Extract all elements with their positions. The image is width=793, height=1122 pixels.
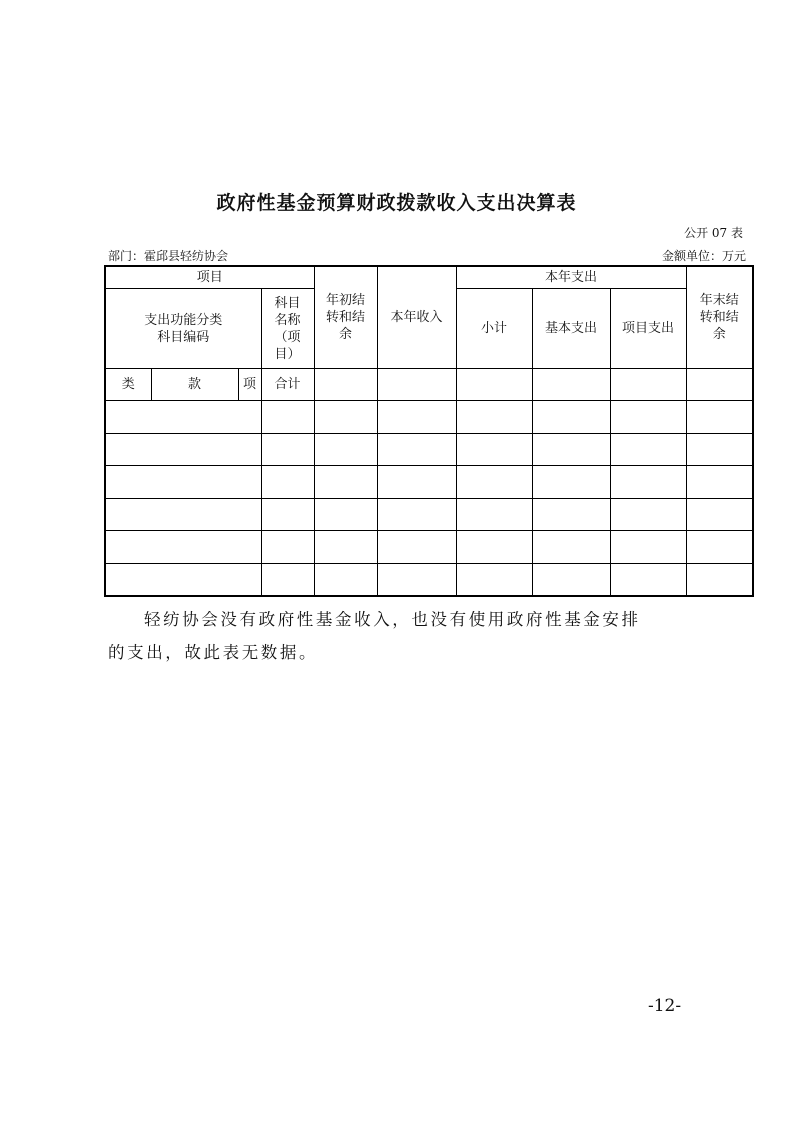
explanation-note xyxy=(108,603,708,669)
table-body xyxy=(105,401,753,597)
table-cell xyxy=(377,498,456,531)
table-row xyxy=(105,466,753,499)
note-line-2: 的支出，故此表无数据。 xyxy=(108,643,319,662)
table-cell xyxy=(532,369,610,401)
table-cell xyxy=(314,531,377,564)
note-line-1: 轻纺协会没有政府性基金收入，也没有使用政府性基金安排 xyxy=(144,610,641,629)
table-cell xyxy=(261,466,314,499)
table-cell xyxy=(105,401,261,434)
header-closing-balance: 年末结 转和结 余 xyxy=(686,266,753,369)
header-opening-balance: 年初结 转和结 余 xyxy=(314,266,377,369)
table-cell xyxy=(686,401,753,434)
header-income: 本年收入 xyxy=(377,266,456,369)
header-basic: 基本支出 xyxy=(532,289,610,369)
table-cell xyxy=(532,466,610,499)
table-cell xyxy=(610,563,686,596)
table-cell xyxy=(456,531,532,564)
header-project-exp: 项目支出 xyxy=(610,289,686,369)
table-cell xyxy=(105,466,261,499)
table-cell xyxy=(686,433,753,466)
table-cell xyxy=(686,563,753,596)
table-cell xyxy=(105,498,261,531)
table-cell xyxy=(377,531,456,564)
table-cell xyxy=(686,466,753,499)
header-expenditure: 本年支出 xyxy=(456,266,686,289)
table-row xyxy=(105,401,753,434)
table-cell xyxy=(261,401,314,434)
table-cell xyxy=(532,563,610,596)
table-cell xyxy=(105,531,261,564)
table-cell xyxy=(314,433,377,466)
table-cell xyxy=(314,563,377,596)
page-number: -12- xyxy=(648,996,682,1016)
table-cell xyxy=(610,498,686,531)
table-cell xyxy=(456,563,532,596)
budget-table xyxy=(104,265,754,597)
table-cell xyxy=(456,466,532,499)
table-row xyxy=(105,563,753,596)
table-cell xyxy=(610,401,686,434)
table-cell xyxy=(610,531,686,564)
table-cell xyxy=(456,369,532,401)
table-row xyxy=(105,531,753,564)
table-cell xyxy=(377,369,456,401)
header-total: 合计 xyxy=(261,369,314,401)
table-cell xyxy=(686,369,753,401)
table-cell xyxy=(314,401,377,434)
table-cell xyxy=(377,466,456,499)
table-cell xyxy=(377,401,456,434)
table-cell xyxy=(610,433,686,466)
table-cell xyxy=(314,369,377,401)
header-subject-name: 科目 名称 （项 目） xyxy=(261,289,314,369)
table-cell xyxy=(456,401,532,434)
table-cell xyxy=(456,433,532,466)
page-title: 政府性基金预算财政拨款收入支出决算表 xyxy=(216,192,577,214)
table-cell xyxy=(532,498,610,531)
table-cell xyxy=(532,531,610,564)
table-cell xyxy=(261,563,314,596)
table-cell xyxy=(686,498,753,531)
table-row xyxy=(105,498,753,531)
header-xiang: 项 xyxy=(238,369,261,401)
header-function-code: 支出功能分类 科目编码 xyxy=(105,289,261,369)
header-subtotal: 小计 xyxy=(456,289,532,369)
table-cell xyxy=(610,369,686,401)
table-cell xyxy=(261,531,314,564)
header-kuan: 款 xyxy=(151,369,238,401)
table-cell xyxy=(610,466,686,499)
table-row xyxy=(105,433,753,466)
table-cell xyxy=(686,531,753,564)
department-label: 部门：霍邱县轻纺协会 xyxy=(108,249,229,263)
table-cell xyxy=(456,498,532,531)
unit-label: 金额单位：万元 xyxy=(661,249,746,263)
table-cell xyxy=(532,433,610,466)
table-cell xyxy=(377,563,456,596)
table-cell xyxy=(314,466,377,499)
table-cell xyxy=(105,433,261,466)
header-lei: 类 xyxy=(105,369,151,401)
table-cell xyxy=(377,433,456,466)
form-number: 公开 07 表 xyxy=(684,226,743,240)
table-cell xyxy=(314,498,377,531)
table-cell xyxy=(261,433,314,466)
table-cell xyxy=(532,401,610,434)
table-cell xyxy=(261,498,314,531)
header-project: 项目 xyxy=(105,266,314,289)
table-cell xyxy=(105,563,261,596)
